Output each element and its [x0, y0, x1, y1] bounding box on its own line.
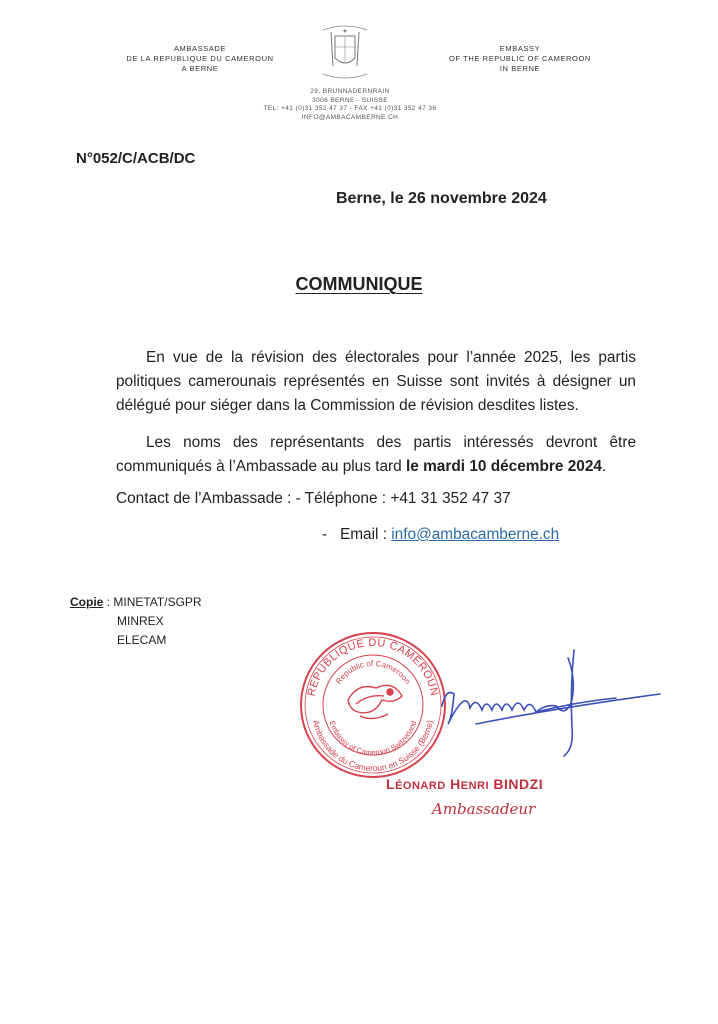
stamp-inner-bottom: Embassy of Cameroon Switzerland	[327, 719, 419, 758]
letterhead-right-line: IN BERNE	[499, 64, 541, 73]
signatory-name	[386, 776, 543, 792]
body-paragraph-1	[116, 346, 636, 418]
copies-block	[70, 593, 202, 650]
letterhead-left-line: A BERNE	[181, 64, 219, 73]
letterhead-right-line: EMBASSY	[499, 44, 541, 53]
official-stamp	[298, 630, 448, 780]
address-line: 3006 BERNE - SUISSE	[312, 96, 388, 104]
coat-of-arms-icon	[315, 22, 375, 84]
deadline-date: le mardi 10 décembre 2024	[406, 458, 602, 475]
body-paragraph-2	[116, 431, 636, 479]
contact-line: Contact de l’Ambassade : - Téléphone : +41 31 352 47 37	[116, 490, 511, 507]
email-link[interactable]: info@ambacamberne.ch	[391, 526, 560, 543]
letterhead-right-line: OF THE REPUBLIC OF CAMEROON	[449, 54, 591, 63]
name-initial: H	[450, 776, 461, 792]
letterhead-address	[240, 88, 460, 122]
document-date: Berne, le 26 novembre 2024	[336, 190, 547, 207]
copy-recipient: ELECAM	[117, 633, 167, 647]
address-line: TEL: +41 (0)31 352 47 37 - FAX +41 (0)31 352 47 36	[263, 105, 437, 112]
title-text: COMMUNIQUE	[295, 274, 423, 294]
stamp-inner-top: Republic of Cameroon	[333, 658, 413, 686]
paragraph-2-lead: Les noms des représentants des partis intéressés devront être communiqués à l’Ambassade au plus tard	[116, 434, 636, 475]
name-rest: ENRI	[460, 780, 490, 792]
letterhead-left-line: AMBASSADE	[173, 44, 227, 53]
copy-recipient: MINETAT/SGPR	[113, 595, 202, 609]
reference-number: N°052/C/ACB/DC	[76, 150, 196, 167]
svg-text:Embassy of Cameroon Switzerlan	[328, 720, 419, 757]
stamp-outer-top: REPUBLIQUE DU CAMEROUN	[305, 636, 441, 698]
stamp-emblem-icon	[348, 685, 402, 718]
address-line: 29, BRUNNADERNRAIN	[310, 88, 390, 95]
handwritten-signature	[436, 648, 666, 758]
signatory-role: Ambassadeur	[432, 800, 536, 818]
paragraph-2-end: .	[601, 458, 607, 475]
document-title	[0, 274, 718, 295]
name-initial: L	[386, 776, 396, 792]
copy-recipient: MINREX	[117, 614, 164, 628]
copies-separator: :	[103, 595, 114, 609]
email-line	[322, 526, 559, 544]
address-line: INFO@AMBACAMBERNE.CH	[301, 113, 399, 121]
copies-label: Copie	[70, 595, 104, 609]
email-label: - Email :	[322, 526, 392, 543]
stamp-outer-bottom: Ambassade du Cameroun en Suisse (Berne)	[310, 719, 435, 774]
letterhead-left	[100, 44, 300, 74]
paragraph-1-text: En vue de la révision des électorales pour l’année 2025, les partis politiques camerounais représentés en Suisse sont invités à désigner un délégué pour siéger dans la Commission de révision desdites listes.	[116, 349, 636, 414]
name-last: BINDZI	[493, 776, 544, 792]
letterhead-left-line: DE LA REPUBLIQUE DU CAMEROUN	[126, 54, 274, 63]
name-rest: ÉONARD	[395, 780, 446, 792]
letterhead-right	[430, 44, 610, 74]
